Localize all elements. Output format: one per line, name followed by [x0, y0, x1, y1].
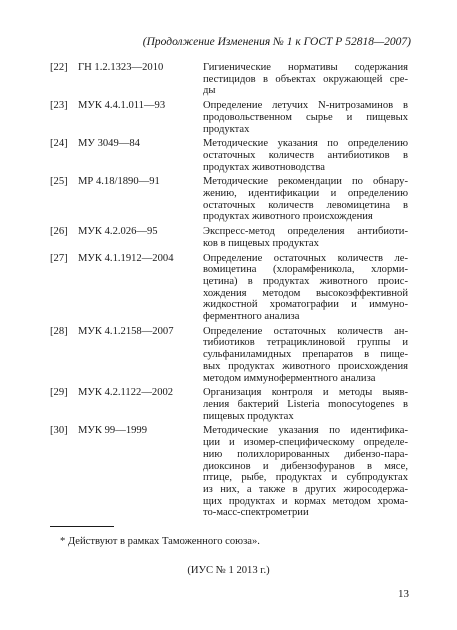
reference-title-line: из них, а также в других жиросодержа-	[203, 483, 408, 495]
reference-code: МУК 4.2.1122—2002	[78, 387, 174, 399]
reference-title-line: ции и изомер-специфическому определе-	[203, 437, 408, 449]
reference-title-line: продуктах животноводства	[203, 161, 325, 173]
reference-title-line: Методические указания по идентифика-	[203, 425, 408, 437]
reference-number: [29]	[50, 387, 68, 399]
reference-title-line: продовольственном сырье и пищевых	[203, 111, 408, 123]
reference-number: [23]	[50, 100, 68, 112]
reference-title	[203, 387, 408, 422]
reference-title-line: Методические указания по определению	[203, 138, 408, 150]
reference-title-line: диоксинов и дибензофуранов в мясе,	[203, 460, 408, 472]
reference-entry	[50, 62, 408, 97]
reference-code: МУ 3049—84	[78, 138, 140, 150]
reference-title-line: вых продуктах животного происхождения	[203, 360, 408, 372]
reference-title-line: вомицетина (хлорамфеникола, хлорми-	[203, 264, 408, 276]
reference-title-line: Экспресс-метод определения антибиоти-	[203, 226, 408, 238]
reference-code: ГН 1.2.1323—2010	[78, 62, 164, 73]
reference-code: МУК 4.1.2158—2007	[78, 325, 174, 337]
reference-title	[203, 62, 408, 97]
reference-title-line: птице, рыбе, продуктах и субпродуктах	[203, 472, 408, 484]
reference-title-line: продуктах животного происхождения	[203, 211, 373, 223]
reference-title	[203, 425, 408, 519]
reference-number: [28]	[50, 325, 68, 337]
reference-title-line: продуктах	[203, 123, 250, 135]
reference-title-line: остаточных количеств антибиотиков в	[203, 149, 408, 161]
reference-title-line: Определение остаточных количеств ле-	[203, 252, 408, 264]
reference-title-line: хождения методом высокоэффективной	[203, 287, 408, 299]
reference-number: [24]	[50, 138, 68, 150]
reference-list	[50, 62, 408, 522]
reference-entry	[50, 176, 408, 223]
reference-title-line: Организация контроля и методы выяв-	[203, 387, 408, 399]
reference-title-line: ды	[203, 85, 216, 97]
reference-title-line: сульфаниламидных препаратов в пище-	[203, 349, 408, 361]
reference-title-line: остаточных количеств левомицетина в	[203, 199, 408, 211]
reference-entry	[50, 326, 408, 385]
reference-title-line: ления бактерий Listeria monocytogenes в	[203, 398, 408, 410]
reference-code: МУК 99—1999	[78, 425, 148, 437]
reference-entry	[50, 226, 408, 249]
reference-entry	[50, 425, 408, 519]
reference-number: [27]	[50, 252, 68, 264]
reference-title-line: Методические рекомендации по обнару-	[203, 176, 408, 188]
reference-title-line: пестицидов в объектах окружающей сре-	[203, 73, 408, 85]
reference-title-line: щих продуктах и кормах методом хрома-	[203, 495, 408, 507]
running-header: (Продолжение Изменения № 1 к ГОСТ Р 52818—2007)	[142, 36, 411, 48]
reference-entry	[50, 100, 408, 135]
reference-number: [30]	[50, 425, 68, 437]
reference-title	[203, 226, 408, 249]
reference-number: [25]	[50, 176, 68, 188]
reference-title	[203, 326, 408, 385]
reference-title-line: жидкостной хроматографии и иммуно-	[203, 299, 408, 311]
reference-code: МУК 4.4.1.011—93	[78, 100, 166, 112]
reference-number: [22]	[50, 62, 68, 73]
reference-title-line: тибиотиков тетрациклиновой группы и	[203, 337, 408, 349]
reference-title	[203, 138, 408, 173]
reference-entry	[50, 138, 408, 173]
reference-title-line: ков в пищевых продуктах	[203, 237, 319, 249]
reference-title-line: Гигиенические нормативы содержания	[203, 62, 408, 73]
reference-title-line: Определение летучих N-нитрозаминов в	[203, 100, 408, 112]
reference-title-line: цетина) в продуктах животного проис-	[203, 275, 408, 287]
reference-code: МР 4.18/1890—91	[78, 176, 160, 188]
reference-title-line: пищевых продуктах	[203, 410, 294, 422]
ius-reference: (ИУС № 1 2013 г.)	[187, 565, 270, 576]
reference-title-line: методом иммуноферментного анализа	[203, 372, 376, 384]
reference-title-line: Определение остаточных количеств ан-	[203, 325, 408, 337]
reference-code: МУК 4.2.026—95	[78, 226, 158, 238]
reference-title-line: жению, идентификации и определению	[203, 188, 408, 200]
reference-title-line: ферментного анализа	[203, 311, 300, 323]
reference-title-line: нию полихлорированных дибензо-пара-	[203, 448, 408, 460]
footnote: * Действуют в рамках Таможенного союза».	[60, 536, 260, 547]
reference-number: [26]	[50, 226, 68, 238]
reference-entry	[50, 253, 408, 323]
reference-title	[203, 253, 408, 323]
footnote-separator	[50, 526, 114, 527]
reference-title	[203, 176, 408, 223]
page-number: 13	[398, 588, 409, 600]
reference-code: МУК 4.1.1912—2004	[78, 252, 174, 264]
reference-title	[203, 100, 408, 135]
reference-title-line: то-масс-спектрометрии	[203, 507, 309, 519]
reference-entry	[50, 387, 408, 422]
